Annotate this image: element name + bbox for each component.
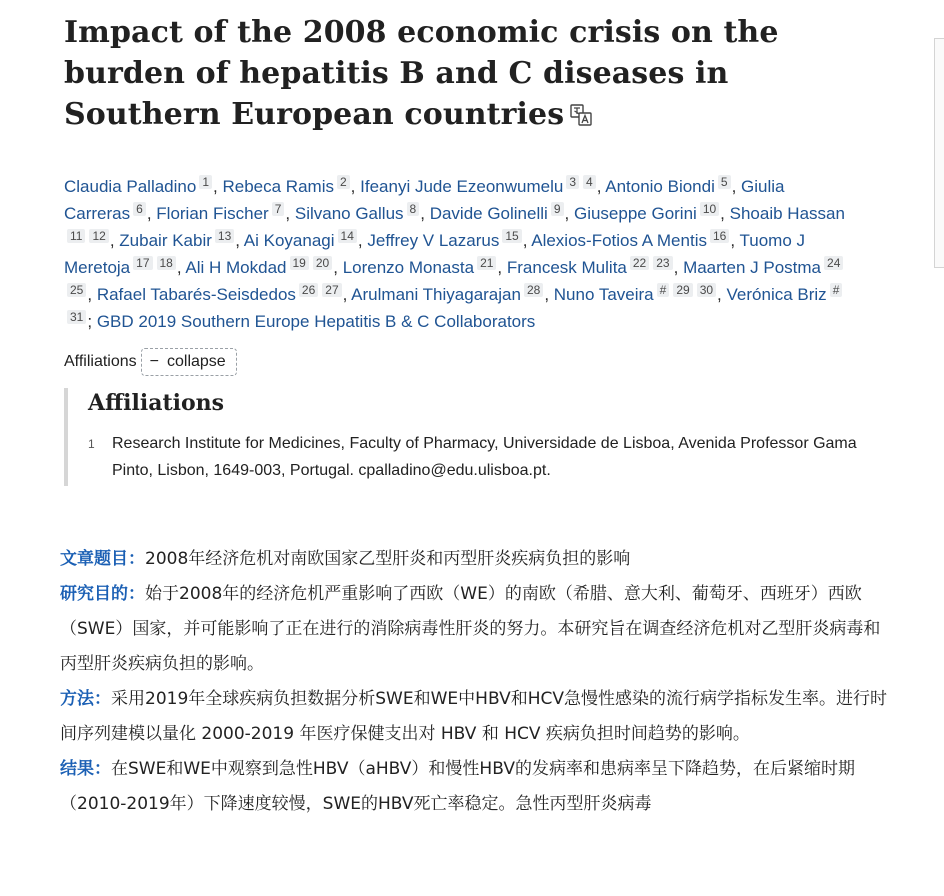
author-separator: , <box>673 258 679 277</box>
summary-results-text: 在SWE和WE中观察到急性HBV（aHBV）和慢性HBV的发病率和患病率呈下降趋势，在后紧缩时期（2010-2019年）下降速度较慢，SWE的HBV死亡率稳定。急性丙型肝炎病毒 <box>60 759 855 814</box>
affiliation-ref[interactable]: 13 <box>215 229 234 243</box>
affiliation-ref[interactable]: 23 <box>653 256 672 270</box>
affiliation-ref[interactable]: 9 <box>551 202 564 216</box>
summary-title-label: 文章题目： <box>60 549 145 569</box>
author-link[interactable]: Giulia Carreras <box>64 177 785 223</box>
summary-title-text: 2008年经济危机对南欧国家乙型肝炎和丙型肝炎疾病负担的影响 <box>145 549 631 569</box>
summary-purpose <box>60 577 888 682</box>
author-link[interactable]: Ali H Mokdad <box>185 258 287 277</box>
summary-purpose-label: 研究目的： <box>60 584 145 604</box>
author-link[interactable]: Shoaib Hassan <box>729 204 845 223</box>
author-separator: , <box>176 258 182 277</box>
affiliations-heading: Affiliations <box>88 390 225 416</box>
chinese-summary <box>60 542 888 822</box>
author-separator: , <box>731 177 737 196</box>
affiliation-ref[interactable]: 30 <box>697 283 716 297</box>
summary-methods <box>60 682 888 752</box>
author-entry <box>222 177 355 196</box>
author-separator: , <box>596 177 602 196</box>
author-entry <box>605 177 736 196</box>
affiliation-ref[interactable]: 27 <box>322 283 341 297</box>
author-link[interactable]: GBD 2019 Southern Europe Hepatitis B & C Collaborators <box>96 312 536 331</box>
author-entry <box>64 177 218 196</box>
affiliation-ref[interactable]: 22 <box>630 256 649 270</box>
affiliations-toggle-row <box>64 348 864 376</box>
author-separator: , <box>87 285 93 304</box>
affiliation-ref[interactable]: 7 <box>272 202 285 216</box>
author-link[interactable]: Lorenzo Monasta <box>342 258 475 277</box>
affiliation-ref[interactable]: 5 <box>718 175 731 189</box>
affiliation-ref[interactable]: 2 <box>337 175 350 189</box>
affiliation-ref[interactable]: 19 <box>290 256 309 270</box>
author-separator: , <box>350 177 356 196</box>
author-separator: , <box>235 231 240 250</box>
author-entry <box>97 312 535 331</box>
author-link[interactable]: Giuseppe Gorini <box>573 204 697 223</box>
author-link[interactable]: Antonio Biondi <box>605 177 715 196</box>
author-link[interactable]: Ifeanyi Jude Ezeonwumelu <box>360 177 564 196</box>
affiliation-ref[interactable]: 29 <box>673 283 692 297</box>
author-entry <box>295 204 425 223</box>
affiliation-ref[interactable]: # <box>830 283 843 297</box>
collapse-label: collapse <box>166 353 226 370</box>
affiliation-ref[interactable]: 14 <box>338 229 357 243</box>
author-entry <box>343 258 502 277</box>
author-link[interactable]: Tuomo J Meretoja <box>64 231 806 277</box>
author-entry <box>360 177 601 196</box>
scrollbar-edge[interactable] <box>934 38 944 268</box>
affiliation-ref[interactable]: 28 <box>524 283 543 297</box>
affiliation-ref[interactable]: 20 <box>313 256 332 270</box>
summary-purpose-text: 始于2008年的经济危机严重影响了西欧（WE）的南欧（希腊、意大利、葡萄牙、西班牙）西欧（SWE）国家，并可能影响了正在进行的消除病毒性肝炎的努力。本研究旨在调查经济危机对乙型肝炎病毒和丙型肝炎疾病负担的影响。 <box>60 584 881 674</box>
author-link[interactable]: Nuno Taveira <box>553 285 654 304</box>
affiliation-ref[interactable]: 21 <box>477 256 496 270</box>
author-separator: , <box>717 285 722 304</box>
author-separator: , <box>342 285 348 304</box>
affiliation-number: 1 <box>88 437 95 451</box>
affiliation-ref[interactable]: 1 <box>199 175 212 189</box>
author-entry <box>554 285 722 304</box>
author-entry <box>574 204 725 223</box>
affiliation-text: Research Institute for Medicines, Faculty of Pharmacy, Universidade de Lisboa, Avenida Professor Gama Pinto, Lisbon, 1649-003, Portugal. cpalladino@edu.ulisboa.pt. <box>112 435 857 479</box>
summary-results <box>60 752 888 822</box>
collapse-button[interactable] <box>141 348 237 376</box>
affiliation-ref[interactable]: 17 <box>133 256 152 270</box>
author-separator: , <box>522 231 528 250</box>
author-link[interactable]: Zubair Kabir <box>119 231 212 250</box>
minus-icon: − <box>149 353 159 370</box>
article-title-text: Impact of the 2008 economic crisis on the burden of hepatitis B and C diseases in Southern European countries <box>64 15 779 132</box>
affiliation-ref[interactable]: 6 <box>133 202 146 216</box>
author-separator: , <box>497 258 503 277</box>
summary-methods-label: 方法： <box>60 689 111 709</box>
affiliation-ref[interactable]: 16 <box>710 229 729 243</box>
author-separator: , <box>285 204 291 223</box>
affiliation-ref[interactable]: 12 <box>89 229 108 243</box>
affiliation-ref[interactable]: 10 <box>700 202 719 216</box>
author-link[interactable]: Silvano Gallus <box>294 204 404 223</box>
author-separator: ; <box>87 312 93 331</box>
affiliation-ref[interactable]: 4 <box>583 175 596 189</box>
author-separator: , <box>333 258 338 277</box>
affiliation-item <box>88 430 864 484</box>
author-link[interactable]: Jeffrey V Lazarus <box>367 231 500 250</box>
affiliations-toggle-label: Affiliations <box>64 353 137 370</box>
author-link[interactable]: Arulmani Thiyagarajan <box>351 285 521 304</box>
summary-title <box>60 542 888 577</box>
author-entry <box>119 231 240 250</box>
author-link[interactable]: Claudia Palladino <box>64 177 197 196</box>
author-entry <box>97 285 348 304</box>
author-link[interactable]: Rebeca Ramis <box>222 177 334 196</box>
affiliation-ref[interactable]: 11 <box>67 229 85 243</box>
article-header <box>64 12 864 486</box>
author-entry <box>531 231 735 250</box>
author-link[interactable]: Verónica Briz <box>726 285 827 304</box>
author-entry <box>185 258 338 277</box>
author-entry <box>367 231 527 250</box>
affiliations-panel <box>64 388 864 486</box>
author-separator: , <box>420 204 425 223</box>
affiliation-ref[interactable]: 3 <box>566 175 579 189</box>
author-link[interactable]: Florian Fischer <box>156 204 269 223</box>
author-entry <box>244 231 363 250</box>
article-title <box>64 12 864 135</box>
affiliation-ref[interactable]: 8 <box>407 202 420 216</box>
affiliation-ref[interactable]: 18 <box>157 256 176 270</box>
affiliation-ref[interactable]: 26 <box>299 283 318 297</box>
author-list <box>64 173 854 335</box>
author-entry <box>430 204 570 223</box>
author-separator: , <box>357 231 363 250</box>
affiliation-ref[interactable]: 25 <box>67 283 86 297</box>
author-link[interactable]: Francesk Mulita <box>506 258 627 277</box>
author-entry <box>507 258 678 277</box>
author-separator: , <box>544 285 550 304</box>
author-entry <box>156 204 290 223</box>
author-link[interactable]: Davide Golinelli <box>429 204 548 223</box>
author-separator: , <box>146 204 152 223</box>
affiliation-ref[interactable]: 15 <box>502 229 521 243</box>
author-entry <box>351 285 549 304</box>
author-separator: , <box>213 177 218 196</box>
author-separator: , <box>720 204 725 223</box>
summary-methods-text: 采用2019年全球疾病负担数据分析SWE和WE中HBV和HCV急慢性感染的流行病学指标发生率。进行时间序列建模以量化 2000-2019 年医疗保健支出对 HBV 和 HCV 疾病负担时间趋势的影响。 <box>60 689 887 744</box>
author-separator: , <box>564 204 570 223</box>
author-separator: , <box>109 231 115 250</box>
author-link[interactable]: Maarten J Postma <box>683 258 822 277</box>
author-link[interactable]: Rafael Tabarés-Seisdedos <box>96 285 296 304</box>
summary-results-label: 结果： <box>60 759 111 779</box>
affiliation-ref[interactable]: # <box>657 283 670 297</box>
affiliation-ref[interactable]: 24 <box>824 256 843 270</box>
author-separator: , <box>730 231 736 250</box>
affiliation-ref[interactable]: 31 <box>67 310 86 324</box>
author-link[interactable]: Alexios-Fotios A Mentis <box>531 231 707 250</box>
translate-icon[interactable] <box>570 104 592 126</box>
author-link[interactable]: Ai Koyanagi <box>243 231 335 250</box>
